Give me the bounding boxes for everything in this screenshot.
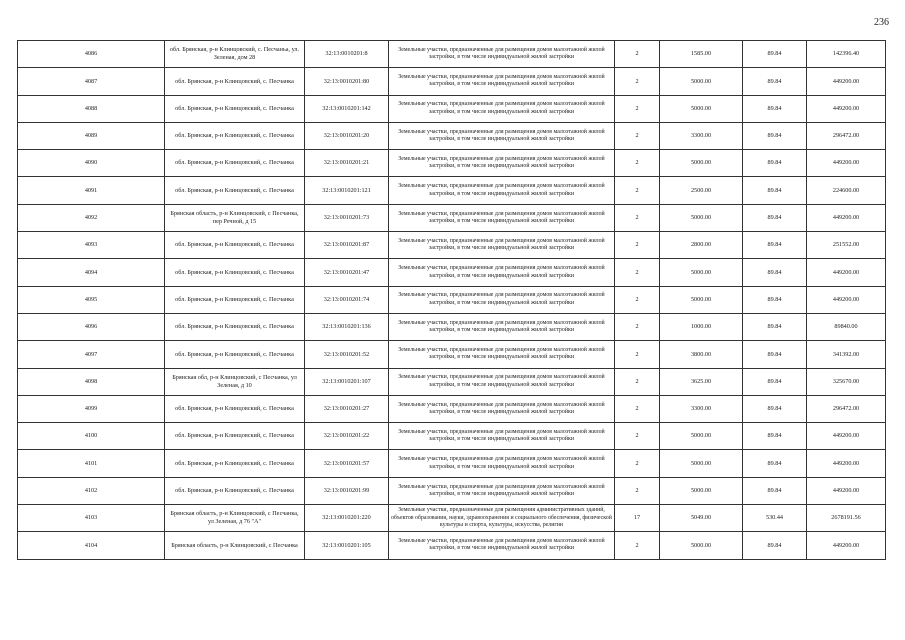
specific-value-cell: 89.84 bbox=[743, 95, 807, 122]
table-row bbox=[18, 505, 886, 532]
table-body bbox=[18, 41, 886, 560]
table-row bbox=[18, 150, 886, 177]
cadastral-number-cell: 32:13:0010201:142 bbox=[305, 95, 389, 122]
area-cell: 5000.00 bbox=[660, 286, 743, 313]
cadastral-number-cell: 32:13:0010201:74 bbox=[305, 286, 389, 313]
row-number-cell: 4090 bbox=[18, 150, 165, 177]
specific-value-cell: 89.84 bbox=[743, 177, 807, 204]
area-cell: 5000.00 bbox=[660, 423, 743, 450]
specific-value-cell: 89.84 bbox=[743, 286, 807, 313]
table-row bbox=[18, 313, 886, 340]
row-number-cell: 4096 bbox=[18, 313, 165, 340]
address-cell: Брянская область, р-н Клинцовский, с Песчанка bbox=[165, 532, 305, 559]
table-row bbox=[18, 450, 886, 477]
specific-value-cell: 89.84 bbox=[743, 259, 807, 286]
specific-value-cell: 89.84 bbox=[743, 313, 807, 340]
group-number-cell: 2 bbox=[615, 150, 660, 177]
specific-value-cell: 89.84 bbox=[743, 532, 807, 559]
table-row bbox=[18, 122, 886, 149]
row-number-cell: 4102 bbox=[18, 477, 165, 504]
cadastral-value-cell: 449200.00 bbox=[807, 532, 886, 559]
address-cell: Брянская область, р-н Клинцовский, с Песчанка, ул Зеленая, д 76 "А" bbox=[165, 505, 305, 532]
cadastral-value-cell: 449200.00 bbox=[807, 423, 886, 450]
area-cell: 5000.00 bbox=[660, 95, 743, 122]
table-row bbox=[18, 423, 886, 450]
group-number-cell: 2 bbox=[615, 395, 660, 422]
specific-value-cell: 89.84 bbox=[743, 150, 807, 177]
cadastral-number-cell: 32:13:0010201:220 bbox=[305, 505, 389, 532]
land-use-cell: Земельные участки, предназначенные для размещения домов малоэтажной жилой застройки, в том числе индивидуальной жилой застройки bbox=[389, 204, 615, 231]
group-number-cell: 2 bbox=[615, 450, 660, 477]
land-use-cell: Земельные участки, предназначенные для размещения домов малоэтажной жилой застройки, в том числе индивидуальной жилой застройки bbox=[389, 423, 615, 450]
land-use-cell: Земельные участки, предназначенные для размещения домов малоэтажной жилой застройки, в том числе индивидуальной жилой застройки bbox=[389, 95, 615, 122]
land-use-cell: Земельные участки, предназначенные для размещения домов малоэтажной жилой застройки, в том числе индивидуальной жилой застройки bbox=[389, 532, 615, 559]
cadastral-value-cell: 325670.00 bbox=[807, 368, 886, 395]
table-row bbox=[18, 368, 886, 395]
address-cell: обл. Брянская, р-н Клинцовский, с. Песчанка bbox=[165, 259, 305, 286]
cadastral-value-cell: 449200.00 bbox=[807, 204, 886, 231]
group-number-cell: 2 bbox=[615, 122, 660, 149]
cadastral-value-cell: 449200.00 bbox=[807, 150, 886, 177]
address-cell: обл. Брянская, р-н Клинцовский, с. Песчаньа, ул. Зеленая, дом 28 bbox=[165, 41, 305, 68]
cadastral-number-cell: 32:13:0010201:47 bbox=[305, 259, 389, 286]
row-number-cell: 4095 bbox=[18, 286, 165, 313]
group-number-cell: 2 bbox=[615, 232, 660, 259]
specific-value-cell: 89.84 bbox=[743, 450, 807, 477]
group-number-cell: 2 bbox=[615, 177, 660, 204]
cadastral-value-cell: 89840.00 bbox=[807, 313, 886, 340]
group-number-cell: 17 bbox=[615, 505, 660, 532]
specific-value-cell: 89.84 bbox=[743, 341, 807, 368]
row-number-cell: 4103 bbox=[18, 505, 165, 532]
specific-value-cell: 89.84 bbox=[743, 423, 807, 450]
specific-value-cell: 89.84 bbox=[743, 477, 807, 504]
cadastral-value-cell: 2678191.56 bbox=[807, 505, 886, 532]
row-number-cell: 4091 bbox=[18, 177, 165, 204]
address-cell: обл. Брянская, р-н Клинцовский, с. Песчанка bbox=[165, 122, 305, 149]
row-number-cell: 4089 bbox=[18, 122, 165, 149]
row-number-cell: 4099 bbox=[18, 395, 165, 422]
row-number-cell: 4097 bbox=[18, 341, 165, 368]
group-number-cell: 2 bbox=[615, 313, 660, 340]
land-use-cell: Земельные участки, предназначенные для размещения домов малоэтажной жилой застройки, в том числе индивидуальной жилой застройки bbox=[389, 477, 615, 504]
address-cell: обл. Брянская, р-н Клинцовский, с. Песчанка bbox=[165, 341, 305, 368]
specific-value-cell: 89.84 bbox=[743, 122, 807, 149]
table-row bbox=[18, 41, 886, 68]
land-use-cell: Земельные участки, предназначенные для размещения домов малоэтажной жилой застройки, в том числе индивидуальной жилой застройки bbox=[389, 150, 615, 177]
table-row bbox=[18, 204, 886, 231]
address-cell: обл. Брянская, р-н Клинцовский, с. Песчанка bbox=[165, 477, 305, 504]
group-number-cell: 2 bbox=[615, 95, 660, 122]
address-cell: обл. Брянская, р-н Клинцовский, с. Песчанка bbox=[165, 68, 305, 95]
cadastral-value-cell: 449200.00 bbox=[807, 259, 886, 286]
land-use-cell: Земельные участки, предназначенные для размещения административных зданий, объектов образования, науки, здравоохранения и социального обеспечения, физической культуры и спорта, культуры, искусства, религии bbox=[389, 505, 615, 532]
cadastral-number-cell: 32:13:0010201:105 bbox=[305, 532, 389, 559]
group-number-cell: 2 bbox=[615, 68, 660, 95]
table-row bbox=[18, 532, 886, 559]
cadastral-number-cell: 32:13:0010201:57 bbox=[305, 450, 389, 477]
row-number-cell: 4088 bbox=[18, 95, 165, 122]
cadastral-value-cell: 341392.00 bbox=[807, 341, 886, 368]
area-cell: 2800.00 bbox=[660, 232, 743, 259]
group-number-cell: 2 bbox=[615, 204, 660, 231]
area-cell: 5000.00 bbox=[660, 68, 743, 95]
cadastral-value-cell: 251552.00 bbox=[807, 232, 886, 259]
area-cell: 3625.00 bbox=[660, 368, 743, 395]
cadastral-number-cell: 32:13:0010201:21 bbox=[305, 150, 389, 177]
cadastral-value-cell: 296472.00 bbox=[807, 395, 886, 422]
cadastral-value-cell: 296472.00 bbox=[807, 122, 886, 149]
row-number-cell: 4086 bbox=[18, 41, 165, 68]
cadastral-number-cell: 32:13:0010201:80 bbox=[305, 68, 389, 95]
cadastral-number-cell: 32:13:0010201:136 bbox=[305, 313, 389, 340]
group-number-cell: 2 bbox=[615, 341, 660, 368]
area-cell: 1000.00 bbox=[660, 313, 743, 340]
area-cell: 5000.00 bbox=[660, 259, 743, 286]
land-use-cell: Земельные участки, предназначенные для размещения домов малоэтажной жилой застройки, в том числе индивидуальной жилой застройки bbox=[389, 286, 615, 313]
land-use-cell: Земельные участки, предназначенные для размещения домов малоэтажной жилой застройки, в том числе индивидуальной жилой застройки bbox=[389, 41, 615, 68]
address-cell: обл. Брянская, р-н Клинцовский, с. Песчанка bbox=[165, 395, 305, 422]
land-use-cell: Земельные участки, предназначенные для размещения домов малоэтажной жилой застройки, в том числе индивидуальной жилой застройки bbox=[389, 122, 615, 149]
cadastral-value-cell: 449200.00 bbox=[807, 477, 886, 504]
page-number: 236 bbox=[874, 17, 889, 28]
cadastral-value-cell: 449200.00 bbox=[807, 450, 886, 477]
area-cell: 5000.00 bbox=[660, 477, 743, 504]
specific-value-cell: 89.84 bbox=[743, 68, 807, 95]
specific-value-cell: 89.84 bbox=[743, 41, 807, 68]
cadastral-number-cell: 32:13:0010201:73 bbox=[305, 204, 389, 231]
table-row bbox=[18, 95, 886, 122]
table-row bbox=[18, 68, 886, 95]
address-cell: обл. Брянская, р-н Клинцовский, с. Песчанка bbox=[165, 423, 305, 450]
group-number-cell: 2 bbox=[615, 368, 660, 395]
area-cell: 2500.00 bbox=[660, 177, 743, 204]
area-cell: 3300.00 bbox=[660, 122, 743, 149]
row-number-cell: 4092 bbox=[18, 204, 165, 231]
cadastral-value-cell: 449200.00 bbox=[807, 68, 886, 95]
cadastral-number-cell: 32:13:0010201:22 bbox=[305, 423, 389, 450]
row-number-cell: 4104 bbox=[18, 532, 165, 559]
row-number-cell: 4093 bbox=[18, 232, 165, 259]
address-cell: обл. Брянская, р-н Клинцовский, с. Песчанка bbox=[165, 150, 305, 177]
cadastral-number-cell: 32:13:0010201:107 bbox=[305, 368, 389, 395]
group-number-cell: 2 bbox=[615, 532, 660, 559]
table-row bbox=[18, 286, 886, 313]
land-use-cell: Земельные участки, предназначенные для размещения домов малоэтажной жилой застройки, в том числе индивидуальной жилой застройки bbox=[389, 232, 615, 259]
cadastral-value-cell: 449200.00 bbox=[807, 95, 886, 122]
group-number-cell: 2 bbox=[615, 259, 660, 286]
row-number-cell: 4100 bbox=[18, 423, 165, 450]
address-cell: обл. Брянская, р-н Клинцовский, с. Песчанка bbox=[165, 450, 305, 477]
table-row bbox=[18, 477, 886, 504]
table-row bbox=[18, 395, 886, 422]
area-cell: 5049.00 bbox=[660, 505, 743, 532]
specific-value-cell: 89.84 bbox=[743, 232, 807, 259]
specific-value-cell: 530.44 bbox=[743, 505, 807, 532]
cadastral-number-cell: 32:13:0010201:8 bbox=[305, 41, 389, 68]
land-use-cell: Земельные участки, предназначенные для размещения домов малоэтажной жилой застройки, в том числе индивидуальной жилой застройки bbox=[389, 177, 615, 204]
cadastral-value-cell: 142396.40 bbox=[807, 41, 886, 68]
cadastral-value-table bbox=[17, 40, 886, 560]
table-row bbox=[18, 177, 886, 204]
row-number-cell: 4098 bbox=[18, 368, 165, 395]
group-number-cell: 2 bbox=[615, 423, 660, 450]
area-cell: 5000.00 bbox=[660, 532, 743, 559]
area-cell: 3300.00 bbox=[660, 395, 743, 422]
cadastral-number-cell: 32:13:0010201:52 bbox=[305, 341, 389, 368]
group-number-cell: 2 bbox=[615, 477, 660, 504]
area-cell: 5000.00 bbox=[660, 150, 743, 177]
address-cell: Брянская область, р-н Клинцовский, с Песчанка, пер Речной, д 15 bbox=[165, 204, 305, 231]
row-number-cell: 4094 bbox=[18, 259, 165, 286]
address-cell: обл. Брянская, р-н Клинцовский, с. Песчанка bbox=[165, 177, 305, 204]
land-use-cell: Земельные участки, предназначенные для размещения домов малоэтажной жилой застройки, в том числе индивидуальной жилой застройки bbox=[389, 341, 615, 368]
row-number-cell: 4101 bbox=[18, 450, 165, 477]
cadastral-value-cell: 224600.00 bbox=[807, 177, 886, 204]
cadastral-number-cell: 32:13:0010201:27 bbox=[305, 395, 389, 422]
address-cell: Брянская обл, р-н Клинцовский, с Песчанка, ул Зеленая, д 10 bbox=[165, 368, 305, 395]
cadastral-number-cell: 32:13:0010201:20 bbox=[305, 122, 389, 149]
specific-value-cell: 89.84 bbox=[743, 204, 807, 231]
cadastral-number-cell: 32:13:0010201:87 bbox=[305, 232, 389, 259]
table-row bbox=[18, 232, 886, 259]
cadastral-number-cell: 32:13:0010201:121 bbox=[305, 177, 389, 204]
land-use-cell: Земельные участки, предназначенные для размещения домов малоэтажной жилой застройки, в том числе индивидуальной жилой застройки bbox=[389, 259, 615, 286]
address-cell: обл. Брянская, р-н Клинцовский, с. Песчанка bbox=[165, 95, 305, 122]
area-cell: 5000.00 bbox=[660, 204, 743, 231]
table-row bbox=[18, 259, 886, 286]
area-cell: 5000.00 bbox=[660, 450, 743, 477]
land-use-cell: Земельные участки, предназначенные для размещения домов малоэтажной жилой застройки, в том числе индивидуальной жилой застройки bbox=[389, 368, 615, 395]
address-cell: обл. Брянская, р-н Клинцовский, с. Песчанка bbox=[165, 232, 305, 259]
specific-value-cell: 89.84 bbox=[743, 395, 807, 422]
address-cell: обл. Брянская, р-н Клинцовский, с. Песчанка bbox=[165, 313, 305, 340]
land-use-cell: Земельные участки, предназначенные для размещения домов малоэтажной жилой застройки, в том числе индивидуальной жилой застройки bbox=[389, 68, 615, 95]
land-use-cell: Земельные участки, предназначенные для размещения домов малоэтажной жилой застройки, в том числе индивидуальной жилой застройки bbox=[389, 450, 615, 477]
address-cell: обл. Брянская, р-н Клинцовский, с. Песчанка bbox=[165, 286, 305, 313]
table-row bbox=[18, 341, 886, 368]
group-number-cell: 2 bbox=[615, 286, 660, 313]
specific-value-cell: 89.84 bbox=[743, 368, 807, 395]
cadastral-number-cell: 32:13:0010201:99 bbox=[305, 477, 389, 504]
area-cell: 1585.00 bbox=[660, 41, 743, 68]
group-number-cell: 2 bbox=[615, 41, 660, 68]
cadastral-value-cell: 449200.00 bbox=[807, 286, 886, 313]
row-number-cell: 4087 bbox=[18, 68, 165, 95]
land-use-cell: Земельные участки, предназначенные для размещения домов малоэтажной жилой застройки, в том числе индивидуальной жилой застройки bbox=[389, 313, 615, 340]
area-cell: 3800.00 bbox=[660, 341, 743, 368]
land-use-cell: Земельные участки, предназначенные для размещения домов малоэтажной жилой застройки, в том числе индивидуальной жилой застройки bbox=[389, 395, 615, 422]
